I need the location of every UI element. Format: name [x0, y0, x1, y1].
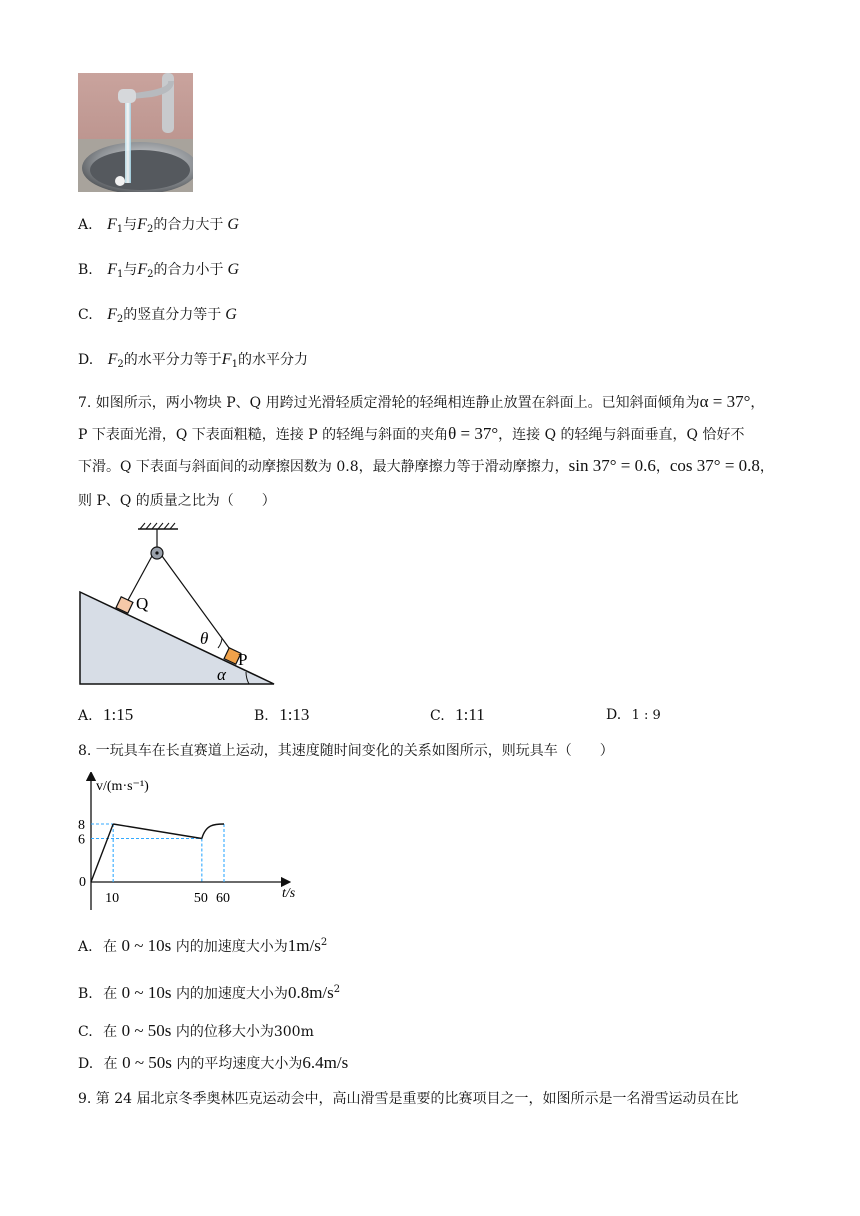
- option-letter: B.: [78, 986, 93, 1002]
- q7-stem-line-4: [78, 490, 276, 510]
- subscript: 2: [146, 224, 154, 235]
- text: 在: [103, 1024, 118, 1040]
- weight-symbol: G: [225, 306, 237, 323]
- x-axis-label: t/s: [282, 886, 296, 901]
- q7-stem-line-3: [78, 456, 774, 476]
- incline: [80, 592, 274, 684]
- text: 内的加速度大小为: [175, 939, 288, 955]
- q7-stem-line-1: [78, 392, 764, 412]
- subscript: 2: [117, 359, 124, 370]
- option-letter: A.: [78, 939, 93, 955]
- subscript: 1: [116, 224, 124, 235]
- q8-option-c: [78, 1021, 314, 1041]
- force-symbol: F: [137, 261, 148, 278]
- faucet-photo: [78, 73, 193, 192]
- text: 的竖直分力等于: [123, 307, 222, 323]
- option-letter: A.: [78, 708, 93, 724]
- force-symbol: F: [107, 351, 118, 368]
- math: 1m/s: [287, 936, 321, 955]
- force-symbol: F: [107, 216, 117, 233]
- option-letter: A.: [78, 217, 93, 233]
- option-value: 1 : 9: [631, 708, 661, 723]
- velocity-segment-1: [113, 824, 202, 839]
- y-tick-label: 8: [78, 818, 85, 833]
- force-symbol: F: [221, 351, 232, 368]
- math: α = 37°: [699, 392, 751, 411]
- y-axis-label: v/(m·s⁻¹): [96, 779, 149, 794]
- text: 9. 第 24 届北京冬季奥林匹克运动会中，高山滑雪是重要的比赛项目之一，如图所示是一名滑雪运动员在比: [78, 1091, 739, 1107]
- option-letter: B.: [78, 262, 93, 278]
- superscript: 2: [333, 984, 341, 995]
- x-tick-label: 60: [216, 891, 230, 906]
- incline-pulley-figure: [78, 522, 278, 688]
- label-q: Q: [136, 594, 149, 613]
- math: 0 ~ 50s: [122, 1053, 172, 1072]
- text: 的合力小于: [153, 262, 224, 278]
- text: 下滑。Q 下表面与斜面间的动摩擦因数为 0.8，最大静摩擦力等于滑动摩擦力，: [78, 459, 569, 475]
- text: 的水平分力等于: [123, 352, 222, 368]
- x-tick-label: 50: [193, 891, 208, 906]
- q8-option-d: [78, 1053, 348, 1073]
- math: θ = 37°: [448, 424, 499, 443]
- q8-option-a: [78, 936, 327, 956]
- text: 与: [123, 262, 138, 278]
- text: 内的位移大小为: [175, 1024, 274, 1040]
- text: 在: [103, 986, 118, 1002]
- q6-option-d: [78, 349, 308, 370]
- text: ，: [750, 395, 765, 411]
- subscript: 2: [116, 314, 124, 325]
- math: 0 ~ 10s: [121, 936, 172, 955]
- option-value: 1:13: [279, 705, 310, 724]
- option-letter: C.: [78, 307, 93, 323]
- text: 与: [123, 217, 138, 233]
- q8-stem: [78, 740, 614, 760]
- math: sin 37° = 0.6: [568, 456, 656, 475]
- label-p: P: [238, 650, 248, 669]
- q6-option-a: [78, 214, 239, 235]
- text: ，: [759, 459, 774, 475]
- q7-option-d: [606, 707, 661, 723]
- velocity-segment-2: [202, 824, 224, 839]
- text: 则 P、Q 的质量之比为（ ）: [78, 493, 276, 509]
- math: cos 37° = 0.8: [669, 456, 760, 475]
- text: ，: [655, 459, 670, 475]
- option-letter: C.: [430, 708, 445, 724]
- label-theta: θ: [200, 629, 209, 648]
- option-letter: D.: [78, 352, 94, 368]
- q7-option-c: [430, 705, 485, 725]
- text: 在: [103, 939, 118, 955]
- text: 内的加速度大小为: [175, 986, 288, 1002]
- math: 0 ~ 50s: [121, 1021, 172, 1040]
- weight-symbol: G: [227, 216, 239, 233]
- math: 6.4m/s: [302, 1053, 349, 1072]
- q9-stem: [78, 1088, 739, 1108]
- q6-option-c: [78, 304, 237, 325]
- text: 在: [103, 1056, 118, 1072]
- option-value: 1:15: [103, 705, 134, 724]
- q7-stem-line-2: [78, 424, 744, 444]
- q6-option-b: [78, 259, 239, 280]
- text: 内的平均速度大小为: [176, 1056, 303, 1072]
- text: 7. 如图所示，两小物块 P、Q 用跨过光滑轻质定滑轮的轻绳相连静止放置在斜面上。已知斜面倾角为: [78, 395, 700, 411]
- text: 的合力大于: [153, 217, 224, 233]
- q7-option-b: [254, 705, 309, 725]
- subscript: 2: [147, 269, 154, 280]
- text: 的水平分力: [237, 352, 308, 368]
- math: 0 ~ 10s: [121, 983, 172, 1002]
- label-alpha: α: [217, 665, 226, 684]
- option-letter: B.: [254, 708, 269, 724]
- option-letter: D.: [606, 707, 622, 723]
- y-tick-label: 6: [78, 832, 85, 848]
- option-value: 1:11: [455, 705, 485, 724]
- text: ，连接 Q 的轻绳与斜面垂直，Q 恰好不: [498, 427, 745, 443]
- x-tick-label: 10: [105, 891, 120, 906]
- q7-option-a: [78, 705, 133, 725]
- text: 8. 一玩具车在长直赛道上运动，其速度随时间变化的关系如图所示，则玩具车（ ）: [78, 743, 614, 759]
- velocity-segment-0: [91, 824, 113, 882]
- option-letter: D.: [78, 1056, 94, 1072]
- text: P 下表面光滑，Q 下表面粗糙，连接 P 的轻绳与斜面的夹角: [78, 427, 449, 443]
- x-tick-label: 0: [79, 875, 86, 890]
- math: 0.8m/s: [287, 983, 334, 1002]
- option-letter: C.: [78, 1024, 93, 1040]
- superscript: 2: [320, 937, 328, 948]
- subscript: 1: [116, 269, 124, 280]
- force-symbol: F: [107, 306, 117, 323]
- subscript: 1: [231, 359, 238, 370]
- force-symbol: F: [107, 261, 117, 278]
- force-symbol: F: [137, 216, 147, 233]
- value: 300m: [273, 1024, 314, 1040]
- velocity-time-chart: [74, 772, 314, 912]
- q8-option-b: [78, 983, 340, 1003]
- weight-symbol: G: [227, 261, 240, 278]
